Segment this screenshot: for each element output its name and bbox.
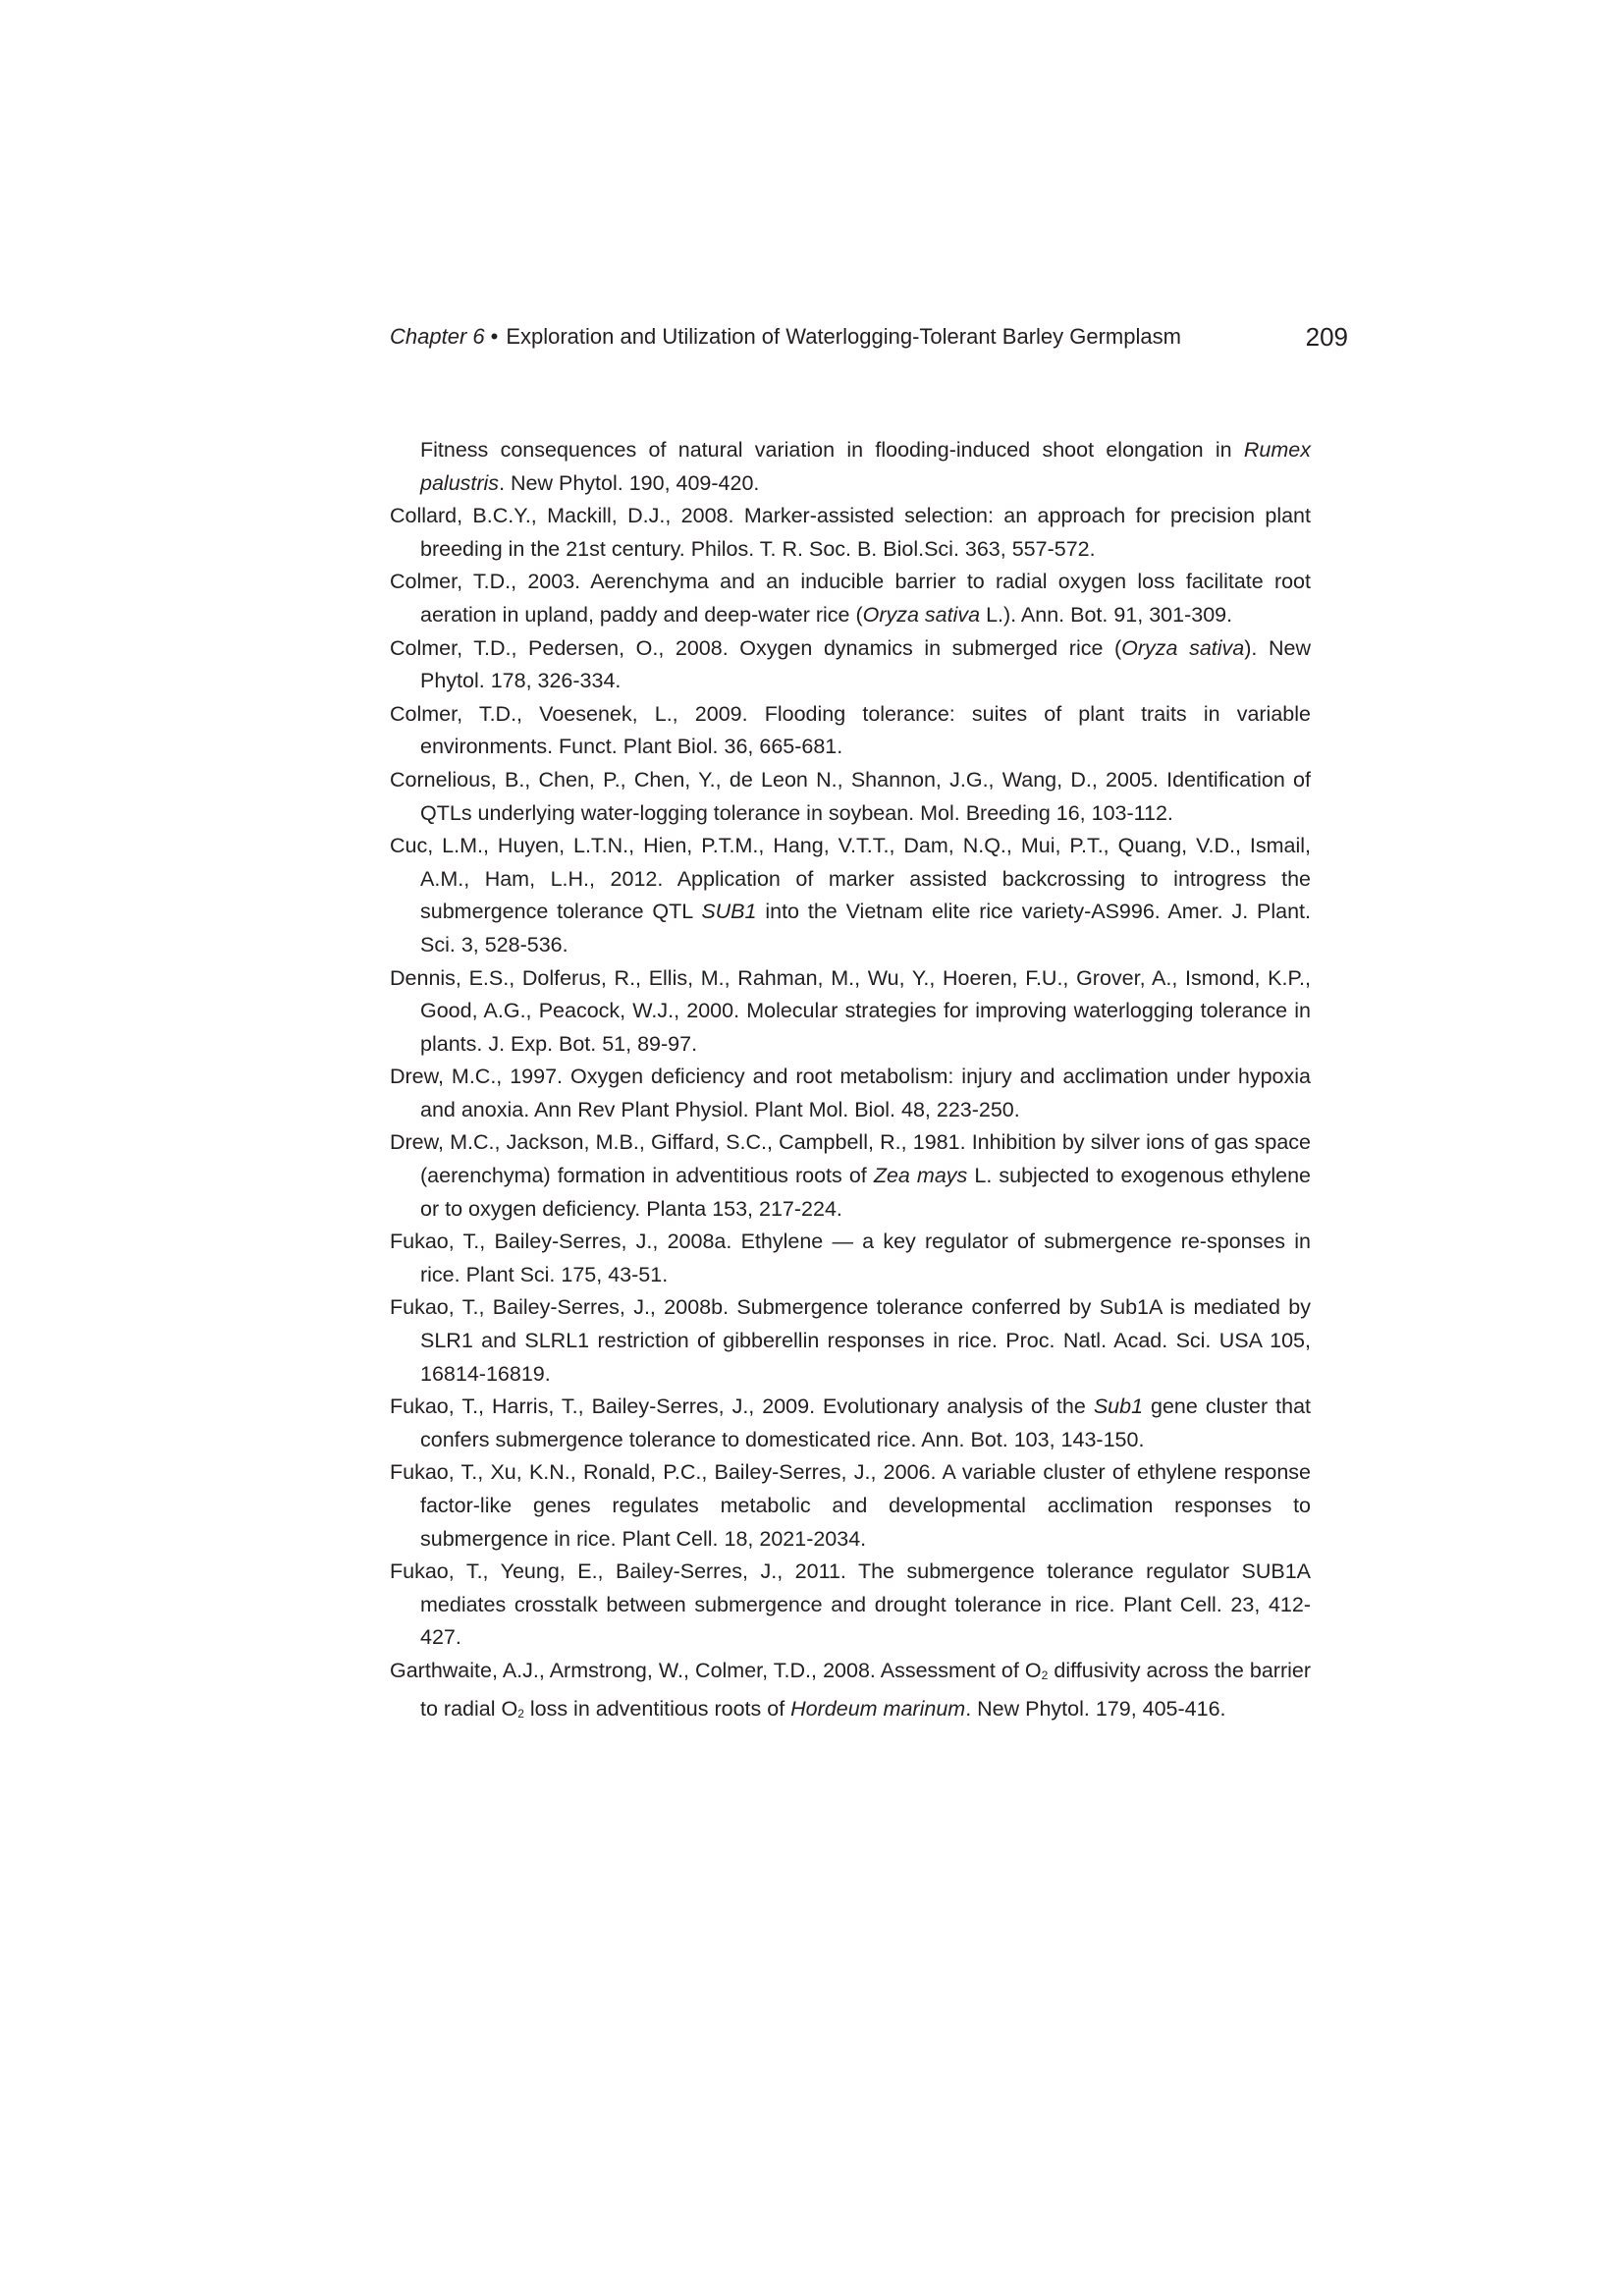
page-number: 209: [1305, 322, 1348, 352]
reference-text: Fitness consequences of natural variation in flooding-induced shoot elongation in: [420, 438, 1244, 462]
reference-text: Colmer, T.D., 2003. Aerenchyma and an inducible barrier to radial oxygen loss facilitate root aeration in upland, paddy and deep-water rice (: [390, 570, 1311, 627]
italic-text: Oryza sativa: [862, 602, 981, 627]
reference-text: gene cluster that confers submergence tolerance to domesticated rice. Ann. Bot. 103, 143-150.: [420, 1394, 1311, 1451]
bullet-icon: •: [490, 324, 499, 349]
italic-text: Oryza sativa: [1121, 635, 1245, 660]
reference-text: Fukao, T., Bailey-Serres, J., 2008b. Submergence tolerance conferred by Sub1A is mediated by SLR1 and SLRL1 restriction of gibberellin responses in rice. Proc. Natl. Acad. Sci. USA 105, 16814-16819.: [390, 1295, 1311, 1386]
reference-text: Dennis, E.S., Dolferus, R., Ellis, M., Rahman, M., Wu, Y., Hoeren, F.U., Grover, A., Ismond, K.P., Good, A.G., Peacock, W.J., 2000. Molecular strategies for improving waterlogging tolerance in plants. J. Exp. Bot. 51, 89-97.: [390, 965, 1311, 1056]
reference-text: Fukao, T., Yeung, E., Bailey-Serres, J., 2011. The submergence tolerance regulator SUB1A mediates crosstalk between submergence and drought tolerance in rice. Plant Cell. 23, 412-427.: [390, 1559, 1311, 1650]
subscript-text: 2: [517, 1706, 524, 1721]
subscript-text: 2: [1041, 1667, 1049, 1682]
reference-text: L. subjected to exogenous ethylene or to oxygen deficiency. Planta 153, 217-224.: [420, 1164, 1311, 1221]
reference-text: Drew, M.C., 1997. Oxygen deficiency and root metabolism: injury and acclimation under hypoxia and anoxia. Ann Rev Plant Physiol. Plant Mol. Biol. 48, 223-250.: [390, 1065, 1311, 1121]
reference-entry: [390, 1126, 1311, 1226]
reference-entry: [390, 500, 1311, 566]
italic-text: Sub1: [1093, 1394, 1144, 1419]
italic-text: SUB1: [701, 900, 757, 924]
running-header: [390, 320, 1348, 354]
reference-entry: [390, 1061, 1311, 1126]
reference-text: Colmer, T.D., Pedersen, O., 2008. Oxygen dynamics in submerged rice (: [390, 635, 1122, 660]
italic-text: Zea mays: [873, 1164, 968, 1188]
chapter-label: Chapter 6: [390, 324, 485, 349]
reference-entry: [390, 566, 1311, 631]
reference-text: Cornelious, B., Chen, P., Chen, Y., de Leon N., Shannon, J.G., Wang, D., 2005. Identification of QTLs underlying water-logging tolerance in soybean. Mol. Breeding 16, 103-112.: [390, 767, 1311, 825]
reference-text: ). New Phytol. 178, 326-334.: [420, 635, 1311, 693]
reference-text: Cuc, L.M., Huyen, L.T.N., Hien, P.T.M., Hang, V.T.T., Dam, N.Q., Mui, P.T., Quang, V.D., Ismail, A.M., Ham, L.H., 2012. Application of marker assisted backcrossing to introgress the submergence tolerance QTL: [390, 834, 1311, 924]
reference-entry: [390, 1655, 1311, 1730]
italic-text: Rumex palustris: [420, 438, 1311, 495]
reference-entry: [390, 764, 1311, 830]
reference-text: Fukao, T., Harris, T., Bailey-Serres, J., 2009. Evolutionary analysis of the: [390, 1394, 1094, 1419]
italic-text: Hordeum marinum: [790, 1696, 966, 1721]
reference-text: Colmer, T.D., Voesenek, L., 2009. Flooding tolerance: suites of plant traits in variable environments. Funct. Plant Biol. 36, 665-681.: [390, 701, 1311, 759]
chapter-title: Exploration and Utilization of Waterlogging-Tolerant Barley Germplasm: [506, 324, 1181, 349]
reference-entry: [390, 962, 1311, 1062]
reference-entry: [390, 698, 1311, 764]
reference-text: Garthwaite, A.J., Armstrong, W., Colmer, T.D., 2008. Assessment of O: [390, 1658, 1042, 1682]
reference-text: . New Phytol. 179, 405-416.: [965, 1696, 1226, 1721]
reference-text: . New Phytol. 190, 409-420.: [499, 470, 760, 495]
reference-entry: [390, 1391, 1311, 1456]
reference-entry: [390, 1556, 1311, 1655]
reference-entry: [390, 830, 1311, 961]
reference-text: L.). Ann. Bot. 91, 301-309.: [980, 602, 1233, 627]
reference-text: Drew, M.C., Jackson, M.B., Giffard, S.C., Campbell, R., 1981. Inhibition by silver ions of gas space (aerenchyma) formation in adventitious roots of: [390, 1130, 1311, 1188]
reference-text: Fukao, T., Bailey-Serres, J., 2008a. Ethylene — a key regulator of submergence re-sponses in rice. Plant Sci. 175, 43-51.: [390, 1230, 1311, 1286]
reference-entry: [390, 1291, 1311, 1391]
reference-list: [390, 434, 1311, 1730]
reference-text: Collard, B.C.Y., Mackill, D.J., 2008. Marker-assisted selection: an approach for precision plant breeding in the 21st century. Philos. T. R. Soc. B. Biol.Sci. 363, 557-572.: [390, 504, 1311, 561]
reference-text: into the Vietnam elite rice variety-AS996. Amer. J. Plant. Sci. 3, 528-536.: [420, 900, 1312, 957]
reference-text: diffusivity across the barrier to radial O: [420, 1658, 1311, 1721]
reference-text: loss in adventitious roots of: [523, 1696, 791, 1721]
reference-entry: [390, 1456, 1311, 1556]
reference-text: Fukao, T., Xu, K.N., Ronald, P.C., Bailey-Serres, J., 2006. A variable cluster of ethylene response factor-like genes regulates metabolic and developmental acclimation responses to submergence in rice. Plant Cell. 18, 2021-2034.: [390, 1460, 1311, 1551]
reference-entry-continued: [390, 434, 1311, 500]
reference-entry: [390, 632, 1311, 698]
reference-entry: [390, 1226, 1311, 1291]
